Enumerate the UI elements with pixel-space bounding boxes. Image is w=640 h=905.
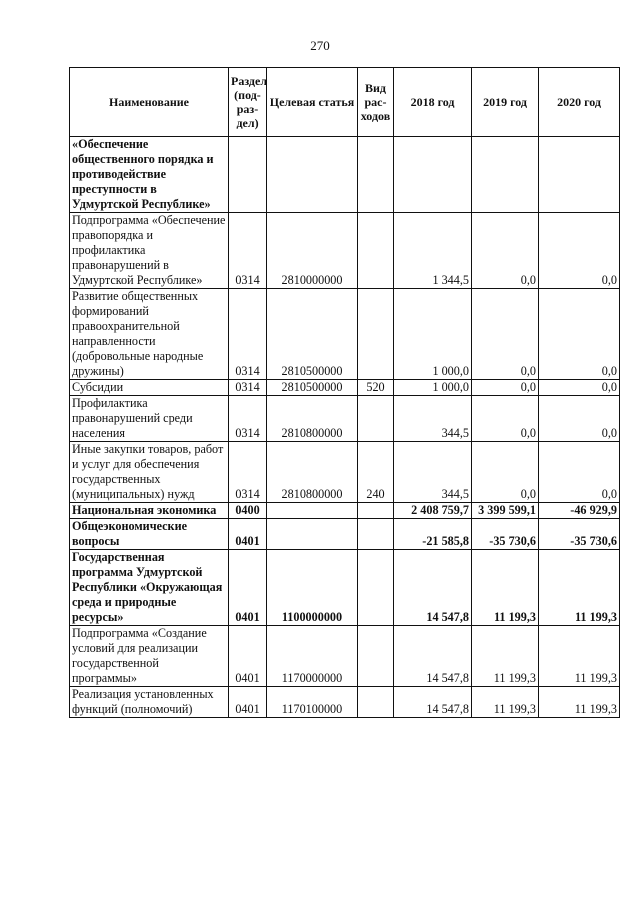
cell-2020: -46 929,9 [539,503,620,519]
cell-name: Национальная экономика [70,503,229,519]
cell-2018: 344,5 [394,396,472,442]
cell-name: Подпрограмма «Обеспечение правопорядка и профилактика правонарушений в Удмуртской Республике» [70,213,229,289]
cell-section: 0314 [229,396,267,442]
cell-section: 0314 [229,289,267,380]
cell-2019: 0,0 [472,396,539,442]
table-row [70,519,620,550]
cell-2019: 0,0 [472,213,539,289]
cell-kind [358,687,394,718]
table-row [70,380,620,396]
cell-2018: 344,5 [394,442,472,503]
cell-target [267,503,358,519]
cell-kind [358,626,394,687]
cell-name: Реализация установленных функций (полномочий) [70,687,229,718]
cell-name: Субсидии [70,380,229,396]
cell-section: 0401 [229,519,267,550]
cell-2020: 0,0 [539,213,620,289]
header-2019: 2019 год [472,68,539,137]
cell-2020 [539,137,620,213]
table-row [70,289,620,380]
cell-name: Иные закупки товаров, работ и услуг для обеспечения государственных (муниципальных) нужд [70,442,229,503]
cell-2018: 1 344,5 [394,213,472,289]
cell-kind [358,503,394,519]
cell-2020: 0,0 [539,289,620,380]
cell-2018: 14 547,8 [394,687,472,718]
table-row [70,213,620,289]
cell-target: 1170100000 [267,687,358,718]
header-section: Раздел (под-раз-дел) [229,68,267,137]
cell-name: Подпрограмма «Создание условий для реализации государственной программы» [70,626,229,687]
cell-2019: 11 199,3 [472,687,539,718]
cell-2020: 11 199,3 [539,626,620,687]
page-number: 270 [310,38,330,53]
cell-target [267,137,358,213]
table-row [70,503,620,519]
header-target: Целевая статья [267,68,358,137]
cell-2019: 3 399 599,1 [472,503,539,519]
cell-2020: 0,0 [539,396,620,442]
cell-2020: 0,0 [539,380,620,396]
cell-target: 2810000000 [267,213,358,289]
cell-2018 [394,137,472,213]
cell-kind [358,137,394,213]
cell-kind: 520 [358,380,394,396]
cell-2020: 11 199,3 [539,687,620,718]
budget-table [69,67,620,718]
cell-name: «Обеспечение общественного порядка и противодействие преступности в Удмуртской Республике» [70,137,229,213]
cell-2019: 0,0 [472,289,539,380]
cell-target: 2810800000 [267,396,358,442]
header-kind: Вид рас-ходов [358,68,394,137]
table-row [70,442,620,503]
cell-2019 [472,137,539,213]
table-row [70,687,620,718]
cell-name: Государственная программа Удмуртской Республики «Окружающая среда и природные ресурсы» [70,550,229,626]
cell-target [267,519,358,550]
cell-2020: 0,0 [539,442,620,503]
cell-section: 0314 [229,380,267,396]
table-row [70,550,620,626]
cell-2019: 0,0 [472,442,539,503]
cell-2018: 14 547,8 [394,626,472,687]
cell-target: 2810500000 [267,380,358,396]
cell-2019: 11 199,3 [472,550,539,626]
cell-kind [358,519,394,550]
cell-2020: -35 730,6 [539,519,620,550]
header-name: Наименование [70,68,229,137]
table-body [70,137,620,718]
cell-2018: 2 408 759,7 [394,503,472,519]
cell-section: 0400 [229,503,267,519]
table-row [70,137,620,213]
cell-2019: 11 199,3 [472,626,539,687]
cell-2019: 0,0 [472,380,539,396]
cell-section: 0314 [229,213,267,289]
cell-section: 0314 [229,442,267,503]
cell-section: 0401 [229,626,267,687]
cell-target: 2810800000 [267,442,358,503]
cell-target: 1170000000 [267,626,358,687]
cell-kind [358,213,394,289]
cell-2018: 14 547,8 [394,550,472,626]
cell-2018: -21 585,8 [394,519,472,550]
cell-name: Профилактика правонарушений среди населения [70,396,229,442]
cell-2018: 1 000,0 [394,380,472,396]
header-2018: 2018 год [394,68,472,137]
cell-section [229,137,267,213]
cell-kind [358,550,394,626]
cell-2020: 11 199,3 [539,550,620,626]
table-row [70,626,620,687]
table-row [70,396,620,442]
cell-target: 2810500000 [267,289,358,380]
cell-section: 0401 [229,550,267,626]
cell-section: 0401 [229,687,267,718]
cell-kind [358,289,394,380]
cell-2019: -35 730,6 [472,519,539,550]
header-2020: 2020 год [539,68,620,137]
header-row [70,68,620,137]
cell-name: Развитие общественных формирований правоохранительной направленности (добровольные народные дружины) [70,289,229,380]
cell-2018: 1 000,0 [394,289,472,380]
cell-name: Общеэкономические вопросы [70,519,229,550]
cell-target: 1100000000 [267,550,358,626]
cell-kind [358,396,394,442]
cell-kind: 240 [358,442,394,503]
